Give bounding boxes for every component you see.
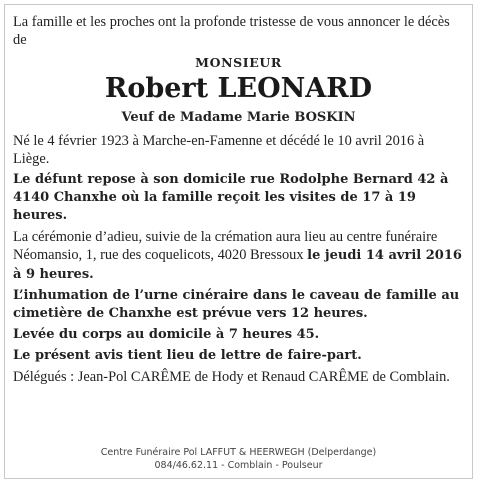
intro-text: La famille et les proches ont la profonde tristesse de vous annoncer le décès de [13, 14, 450, 48]
birth-death-text: Né le 4 février 1923 à Marche-en-Famenne et décédé le 10 avril 2016 à Liège. [13, 133, 425, 167]
inhumation-text: L’inhumation de l’urne cinéraire dans le caveau de famille au cimetière de Chanxhe est prévue vers 12 heures. [13, 288, 460, 321]
ceremony-text: La cérémonie d’adieu, suivie de la crémation aura lieu au centre funéraire Néomansio, 1, rue des coquelicots, 4020 Bressoux [13, 229, 438, 263]
ceremony-paragraph [13, 228, 464, 284]
delegues-text: Délégués : Jean-Pol CARÊME de Hody et Renaud CARÊME de Comblain. [13, 369, 450, 385]
ceremony-date: le jeudi 14 avril 2016 à 9 heures. [13, 248, 462, 282]
levee-text: Levée du corps au domicile à 7 heures 45. [13, 327, 320, 342]
footer-line-2: 084/46.62.11 - Comblain - Poulseur [154, 460, 323, 471]
faire-part-text: Le présent avis tient lieu de lettre de faire-part. [13, 348, 362, 363]
salutation: MONSIEUR [195, 55, 282, 70]
funeral-home-footer [5, 446, 472, 472]
deceased-name: Robert LEONARD [104, 73, 373, 104]
widow-line: Veuf de Madame Marie BOSKIN [121, 110, 356, 125]
repose-text: Le défunt repose à son domicile rue Rodolphe Bernard 42 à 4140 Chanxhe où la famille reçoit les visites de 17 à 19 heures. [13, 172, 449, 223]
obituary-notice [4, 4, 473, 479]
footer-line-1: Centre Funéraire Pol LAFFUT & HEERWEGH (Delperdange) [100, 447, 377, 458]
